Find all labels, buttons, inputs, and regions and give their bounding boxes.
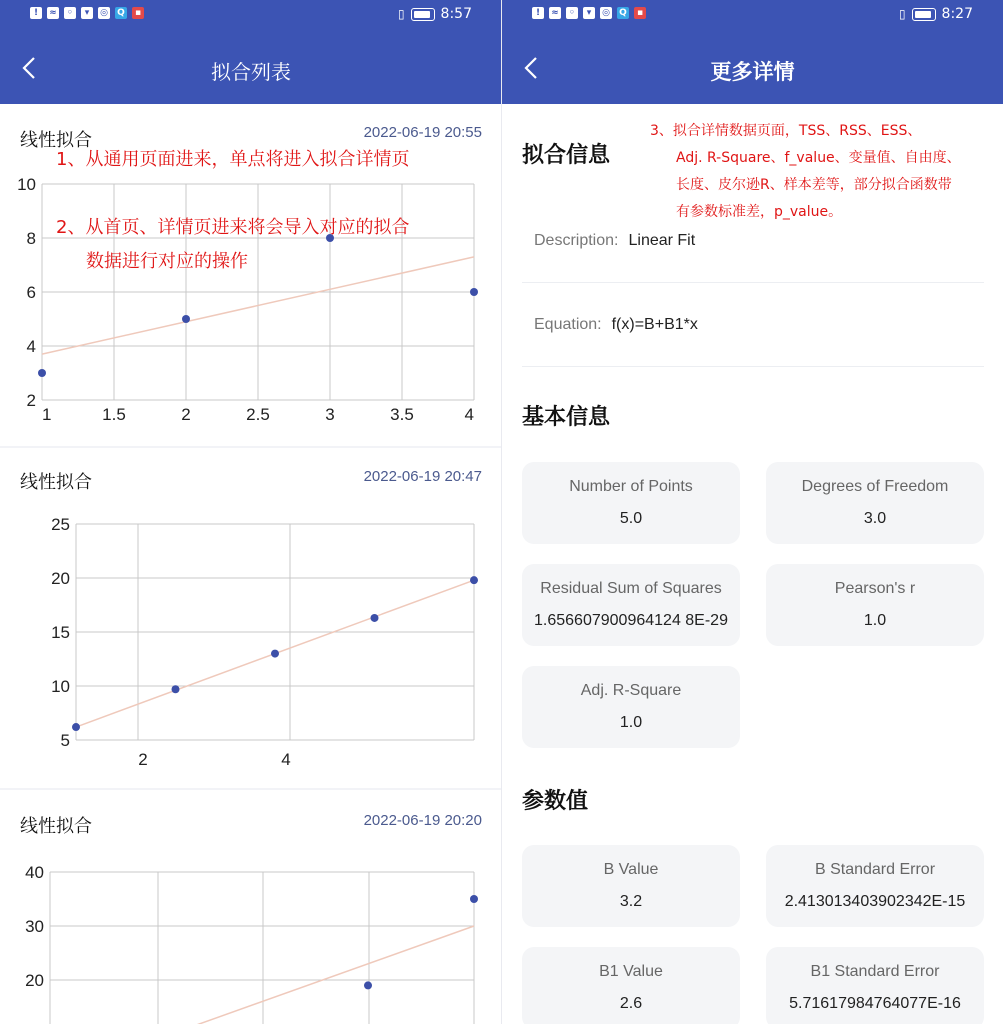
annotation-3-line2: Adj. R-Square、f_value、变量值、自由度、: [676, 150, 961, 166]
y-tick-label: 15: [51, 623, 70, 642]
equation-value: f(x)=B+B1*x: [611, 316, 698, 333]
wifi-icon: ≈: [549, 7, 561, 19]
y-tick-label: 20: [25, 971, 44, 990]
notification-icons: [532, 7, 646, 19]
param-tile: [522, 845, 740, 927]
stat-label: Number of Points: [569, 478, 693, 495]
param-label: B1 Standard Error: [810, 963, 940, 980]
stat-value: 1.656607900964124 8E-29: [534, 612, 728, 629]
param-tile: [522, 947, 740, 1024]
annotation-2-line1: 2、从首页、详情页进来将会导入对应的拟合: [56, 217, 410, 238]
stat-value: 3.0: [863, 510, 887, 527]
browser-icon: ◎: [98, 7, 110, 19]
param-value: 5.71617984764077E-16: [789, 995, 961, 1012]
alert-icon: !: [532, 7, 544, 19]
stat-tile: [522, 666, 740, 748]
notification-icons: [30, 7, 144, 19]
y-tick-label: 10: [51, 677, 70, 696]
card-title: 线性拟合: [20, 816, 92, 837]
y-tick-label: 30: [25, 917, 44, 936]
bulb-icon: ◦: [64, 7, 76, 19]
card-date: 2022-06-19 20:47: [363, 468, 482, 485]
params-title: 参数值: [522, 789, 589, 814]
x-tick-label: 3.5: [390, 405, 414, 424]
x-tick-label: 2: [181, 405, 191, 424]
search-app-icon: Q: [115, 7, 127, 19]
bulb-icon: ◦: [566, 7, 578, 19]
data-point: [364, 981, 372, 989]
data-point: [172, 685, 180, 693]
y-tick-label: 25: [51, 515, 70, 534]
data-point: [72, 723, 80, 731]
param-tile: [766, 947, 984, 1024]
stat-tile: [766, 462, 984, 544]
card-title: 线性拟合: [20, 472, 92, 493]
stat-tile: [766, 564, 984, 646]
card-date: 2022-06-19 20:20: [363, 812, 482, 829]
fit-card[interactable]: [0, 448, 502, 788]
y-tick-label: 6: [26, 283, 36, 302]
stat-tile: [522, 564, 740, 646]
data-point: [38, 369, 46, 377]
status-time: 8:57: [440, 6, 472, 22]
param-value: 2.6: [619, 995, 643, 1012]
vibrate-icon: ▯: [898, 7, 906, 21]
data-point: [182, 315, 190, 323]
stat-value: 1.0: [863, 612, 887, 629]
y-tick-label: 40: [25, 863, 44, 882]
y-tick-label: 8: [26, 229, 36, 248]
search-app-icon: Q: [617, 7, 629, 19]
battery-icon: [411, 8, 435, 21]
fit-card[interactable]: [0, 790, 502, 1024]
stat-value: 5.0: [619, 510, 643, 527]
fit-chart: [0, 854, 502, 1024]
y-tick-label: 5: [60, 731, 70, 750]
x-tick-label: 2.5: [246, 405, 270, 424]
stat-value: 1.0: [619, 714, 643, 731]
stat-label: Residual Sum of Squares: [540, 580, 722, 597]
page-title: 更多详情: [710, 60, 795, 84]
annotation-2-line2: 数据进行对应的操作: [86, 251, 248, 272]
param-label: B Standard Error: [814, 861, 936, 878]
param-tile: [766, 845, 984, 927]
basic-info-title: 基本信息: [522, 405, 611, 430]
x-tick-label: 4: [464, 405, 474, 424]
data-point: [271, 650, 279, 658]
wifi-icon: ≈: [47, 7, 59, 19]
stat-label: Degrees of Freedom: [801, 478, 949, 495]
equation-row: [534, 316, 698, 334]
annotation-3-line3: 长度、皮尔逊R、样本差等，部分拟合函数带: [676, 177, 952, 193]
annotation-3-line1: 3、拟合详情数据页面，TSS、RSS、ESS、: [650, 123, 922, 139]
red-app-icon: ▪: [132, 7, 144, 19]
fit-line: [50, 926, 474, 1024]
annotation-1: 1、从通用页面进来，单点将进入拟合详情页: [56, 149, 410, 170]
description-label: Description:: [534, 232, 619, 249]
app-bar: [502, 32, 1003, 104]
fit-chart: [0, 508, 502, 778]
param-label: B Value: [603, 861, 659, 878]
x-tick-label: 4: [281, 750, 291, 769]
cart-icon: ▾: [583, 7, 595, 19]
annotation-3: [650, 118, 995, 226]
status-bar: [0, 0, 502, 32]
y-tick-label: 2: [26, 391, 36, 410]
x-tick-label: 1: [42, 405, 52, 424]
data-point: [470, 576, 478, 584]
fit-detail-screen: [502, 0, 1003, 1024]
description-value: Linear Fit: [628, 232, 696, 249]
divider: [522, 366, 984, 367]
y-tick-label: 20: [51, 569, 70, 588]
param-value: 3.2: [619, 893, 643, 910]
data-point: [470, 288, 478, 296]
param-value: 2.413013403902342E-15: [784, 893, 966, 910]
divider: [522, 282, 984, 283]
browser-icon: ◎: [600, 7, 612, 19]
status-bar: [502, 0, 1003, 32]
page-title: 拟合列表: [211, 60, 291, 84]
equation-label: Equation:: [534, 316, 602, 333]
x-tick-label: 3: [325, 405, 335, 424]
description-row: [534, 232, 695, 250]
x-tick-label: 1.5: [102, 405, 126, 424]
stat-tile: [522, 462, 740, 544]
data-point: [371, 614, 379, 622]
app-bar: [0, 32, 502, 104]
alert-icon: !: [30, 7, 42, 19]
fit-info-title: 拟合信息: [522, 143, 611, 168]
stat-label: Adj. R-Square: [580, 682, 682, 699]
y-tick-label: 4: [26, 337, 36, 356]
y-tick-label: 10: [17, 175, 36, 194]
annotation-3-line4: 有参数标准差，p_value。: [676, 204, 843, 220]
card-title: 线性拟合: [20, 130, 92, 151]
param-label: B1 Value: [599, 963, 663, 980]
stat-label: Pearson's r: [834, 580, 916, 597]
data-point: [470, 895, 478, 903]
red-app-icon: ▪: [634, 7, 646, 19]
card-date: 2022-06-19 20:55: [363, 124, 482, 141]
cart-icon: ▾: [81, 7, 93, 19]
status-time: 8:27: [941, 6, 973, 22]
x-tick-label: 2: [138, 750, 148, 769]
vibrate-icon: ▯: [397, 7, 405, 21]
battery-icon: [912, 8, 936, 21]
